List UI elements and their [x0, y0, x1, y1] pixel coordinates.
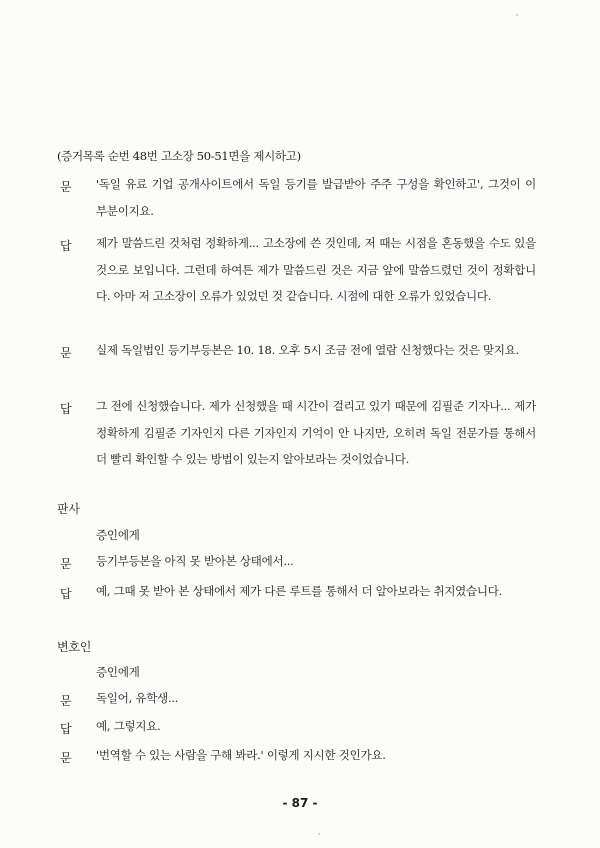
question-marker: 문: [60, 180, 72, 194]
answer-marker: 답: [60, 722, 72, 736]
question-marker: 문: [60, 346, 72, 360]
page-number: - 87 -: [282, 796, 318, 810]
answer-text: 제가 말씀드린 것처럼 정확하게... 고소장에 쓴 것인데, 저 때는 시점을 혼동했을 수도 있을 것으로 보입니다. 그런데 하여튼 제가 말씀드린 것은 지금 앞에 말씀드렸던 것이 정확합니다. 아마 저 고소장이 오류가 있었던 것 같습니다. 시점에 대한 오류가 있었습니다.: [96, 236, 536, 303]
answer-text: 예, 그렇지요.: [96, 719, 161, 733]
scan-speck: [318, 833, 320, 835]
question-text: '독일 유료 기업 공개사이트에서 독일 등기를 발급받아 주주 구성을 확인하고', 그것이 이 부분이지요.: [96, 177, 536, 218]
question-marker: 문: [60, 557, 72, 571]
question-text: 실제 독일법인 등기부등본은 10. 18. 오후 5시 조금 전에 열람 신청했다는 것은 맞지요.: [96, 343, 520, 357]
addressee-label: 증인에게: [96, 665, 140, 679]
answer-text: 그 전에 신청했습니다. 제가 신청했을 때 시간이 걸리고 있기 때문에 김필준 기자나... 제가 정확하게 김필준 기자인지 다른 기자인지 기억이 안 나지만, 오히려 독일 전문가를 통해서 더 빨리 확인할 수 있는 방법이 있는지 알아보라는 것이었습니다.: [96, 399, 536, 466]
speaker-role-lawyer: 변호인: [57, 640, 92, 654]
answer-text: 예, 그때 못 받아 본 상태에서 제가 다른 루트를 통해서 더 알아보라는 취지였습니다.: [96, 584, 503, 598]
question-text: '번역할 수 있는 사람을 구해 봐라.' 이렇게 지시한 것인가요.: [96, 748, 386, 762]
question-text: 등기부등본을 아직 못 받아본 상태에서...: [96, 554, 294, 568]
question-text: 독일어, 유학생...: [96, 691, 179, 705]
speaker-role-judge: 판사: [57, 502, 80, 516]
answer-marker: 답: [60, 587, 72, 601]
answer-marker: 답: [60, 239, 72, 253]
question-marker: 문: [60, 751, 72, 765]
intro-note: (증거목록 순번 48번 고소장 50-51면을 제시하고): [57, 149, 301, 163]
answer-marker: 답: [60, 402, 72, 416]
addressee-label: 증인에게: [96, 528, 140, 542]
question-marker: 문: [60, 694, 72, 708]
scan-speck: [516, 14, 518, 16]
